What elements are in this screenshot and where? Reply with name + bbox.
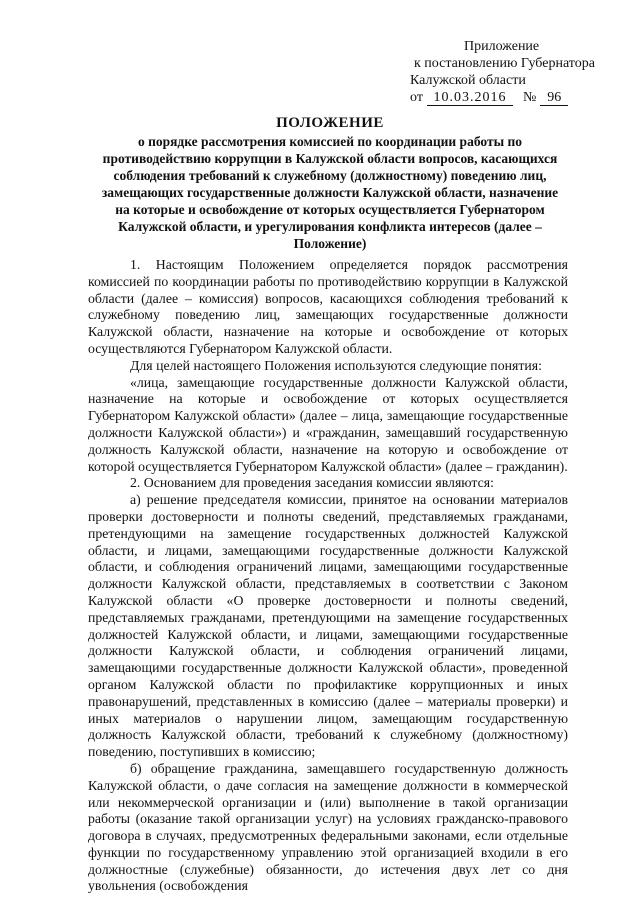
- decree-number: 96: [540, 90, 568, 106]
- date-prefix: от: [410, 90, 423, 105]
- document-title: [100, 113, 560, 252]
- appendix-region: Калужской области: [410, 73, 526, 88]
- decree-date: 10.03.2016: [427, 90, 513, 106]
- paragraph: 1. Настоящим Положением определяется порядок рассмотрения комиссией по координации работы по противодействию коррупции в Калужской области (далее – комиссия) вопросов, касающихся соблюдения требований к служебному поведению лиц, замещающих государственные должности Калужской области, назначение на которые и освобождение от которых осуществляются Губернатором Калужской области.: [88, 257, 568, 356]
- appendix-label: Приложение: [464, 39, 540, 54]
- number-prefix: №: [522, 90, 537, 105]
- paragraph: а) решение председателя комиссии, принятое на основании материалов проверки достоверности и полноты сведений, представляемых гражданами, претендующими на замещение государственных должностей Калужской области, и лицами, замещающими государственные должности Калужской области, и соблюдения ограничений лицами, замещающими государственные должности Калужской области, представляемых в соответствии с Законом Калужской области «О проверке достоверности и полноты сведений, представляемых гражданами, претендующими на замещение государственных должностей Калужской области, и лицами, замещающими государственные должности Калужской области, и соблюдения ограничений лицами, замещающими государственные должности Калужской области», проведенной органом Калужской области по профилактике коррупционных и иных правонарушений, представленных в комиссию (далее – материалы проверки) и иных материалов о нарушении лицом, замещающим государственную должность Калужской области, требований к служебному (должностному) поведению, поступивших в комиссию;: [88, 492, 568, 760]
- title-heading: ПОЛОЖЕНИЕ: [276, 115, 384, 131]
- appendix-block: [410, 38, 610, 106]
- paragraph: «лица, замещающие государственные должности Калужской области, назначение на которые и освобождение от которых осуществляется Губернатором Калужской области» (далее – лица, замещающие государственные должности Калужской области») и «гражданин, замещавший государственную должность Калужской области, назначение на которую и освобождение от которой осуществляется Губернатором Калужской области» (далее – гражданин).: [88, 374, 568, 474]
- appendix-decree-ref: к постановлению Губернатора: [414, 56, 595, 71]
- document-body: [88, 257, 568, 895]
- appendix-date-line: [410, 89, 610, 106]
- paragraph: б) обращение гражданина, замещавшего государственную должность Калужской области, о даче согласия на замещение должности в коммерческой или некоммерческой организации и (или) выполнение в такой организации работы (оказание такой организации услуг) на условиях гражданско-правового договора в случаях, предусмотренных федеральными законами, если отдельные функции по государственному управлению этой организацией входили в его должностные (служебные) обязанности, до истечения двух лет со дня увольнения (освобождения: [88, 760, 568, 894]
- title-subtitle: о порядке рассмотрения комиссией по координации работы по противодействию коррупции в Калужской области вопросов, касающихся соблюдения требований к служебному (должностному) поведению лиц, замещающих государственные должности Калужской области, назначение на которые и освобождение от которых осуществляется Губернатором Калужской области, и урегулирования конфликта интересов (далее – Положение): [101, 134, 559, 251]
- paragraph: 2. Основанием для проведения заседания комиссии являются:: [130, 475, 494, 491]
- paragraph: Для целей настоящего Положения используются следующие понятия:: [130, 357, 542, 373]
